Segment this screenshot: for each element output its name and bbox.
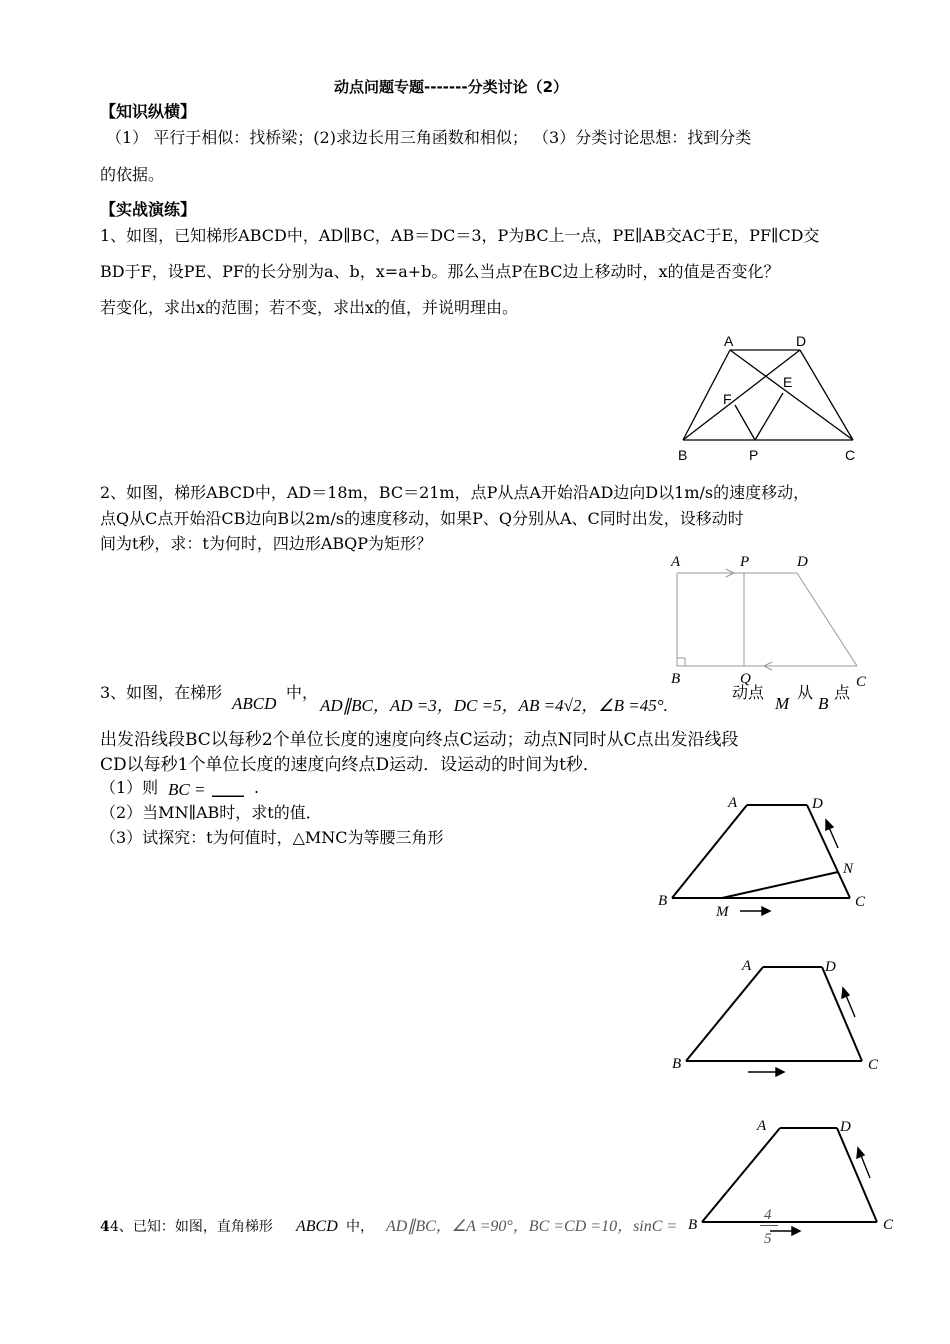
problem3-q1-blank: ____ [212,778,244,797]
p1-label-b: B [678,447,688,463]
p1-label-d: D [796,333,807,349]
p3f2-label-b: B [672,1056,682,1072]
problem3-move: 动点 [732,683,765,702]
problem4-frac-den: 5 [764,1231,772,1247]
problem3-q3: （3）试探究：t为何值时，△MNC为等腰三角形 [100,828,444,847]
p3f3-label-c: C [883,1217,894,1233]
problem3-b: B [818,694,829,713]
section-knowledge-heading: 【知识纵横】 [100,102,197,121]
p2-label-c: C [856,674,867,690]
p3f1-label-c: C [855,894,866,910]
problem3-dian: 点 [834,683,851,702]
problem3-q1-bc: BC = [168,780,206,799]
problem2-line-1: 2、如图，梯形ABCD中，AD＝18m，BC＝21m，点P从点A开始沿AD边向D以1m/s的速度移动， [100,483,810,502]
p1-label-p: P [749,447,759,463]
problem4-conditions: AD∥BC，∠A =90°，BC =CD =10，sinC = [386,1218,678,1235]
p3f1-label-m: M [716,904,729,920]
p3f3-label-b: B [688,1217,698,1233]
problem3-m: M [775,694,790,713]
problem3-line-1-prefix: 3、如图，在梯形 [100,683,223,702]
p3f2-label-c: C [868,1057,879,1073]
problem3-q1-end: . [254,778,260,797]
problem4-abcd: ABCD [296,1218,338,1235]
problem4-frac-bar [760,1225,778,1226]
problem3-from: 从 [797,683,814,702]
p2-label-a: A [671,554,681,570]
problem4-number: 4 [100,1219,110,1235]
p3f1-label-n: N [843,861,854,877]
problem1-line-2: BD于F，设PE、PF的长分别为a、b，x=a+b。那么当点P在BC边上移动时，x的值是否变化？ [100,262,780,281]
problem3-q2: （2）当MN∥AB时，求t的值． [100,803,322,822]
problem3-line-3: CD以每秒1个单位长度的速度向终点D运动．设运动的时间为t秒． [100,755,600,775]
problem3-q1-prefix: （1）则 [100,778,159,797]
p3f3-label-a: A [757,1118,767,1134]
problem4-prefix: 4、已知：如图，直角梯形 [110,1219,273,1235]
p2-label-b: B [671,671,681,687]
p3f1-label-b: B [658,893,668,909]
problem2-line-3: 间为t秒，求：t为何时，四边形ABQP为矩形？ [100,534,433,553]
p2-label-d: D [797,554,808,570]
p3f1-label-a: A [728,795,738,811]
problem1-line-3: 若变化，求出x的范围；若不变，求出x的值，并说明理由。 [100,298,519,317]
problem1-line-1: 1、如图，已知梯形ABCD中，AD∥BC，AB＝DC＝3，P为BC上一点，PE∥AB交AC于E，PF∥CD交 [100,226,820,245]
p3f3-label-d: D [840,1119,851,1135]
problem3-abcd: ABCD [232,694,277,713]
p3f2-label-d: D [825,959,836,975]
p3f2-label-a: A [742,958,752,974]
problem3-zhong: 中， [286,683,319,702]
problem3-line-2: 出发沿线段BC以每秒2个单位长度的速度向终点C运动；动点N同时从C点出发沿线段 [100,730,739,750]
p2-label-p: P [740,554,750,570]
section-practice-heading: 【实战演练】 [100,200,197,219]
p1-label-f: F [723,391,732,407]
problem3-conditions: AD∥BC，AD =3，DC =5，AB =4√2，∠B =45°. [320,696,668,715]
p1-label-a: A [724,333,734,349]
problem4-frac-num: 4 [764,1207,772,1223]
knowledge-line-2: 的依据。 [100,165,165,184]
p2-label-q: Q [740,671,751,687]
p3f1-label-d: D [812,796,823,812]
problem2-line-2: 点Q从C点开始沿CB边向B以2m/s的速度移动，如果P、Q分别从A、C同时出发，设移动时 [100,509,744,528]
p1-label-e: E [783,374,793,390]
page-title: 动点问题专题-------分类讨论（2） [334,78,569,96]
problem4-zhong: 中， [346,1219,374,1235]
p1-label-c: C [845,447,856,463]
knowledge-line-1: （1） 平行于相似：找桥梁；(2)求边长用三角函数和相似； （3）分类讨论思想：找到分类 [106,128,752,147]
